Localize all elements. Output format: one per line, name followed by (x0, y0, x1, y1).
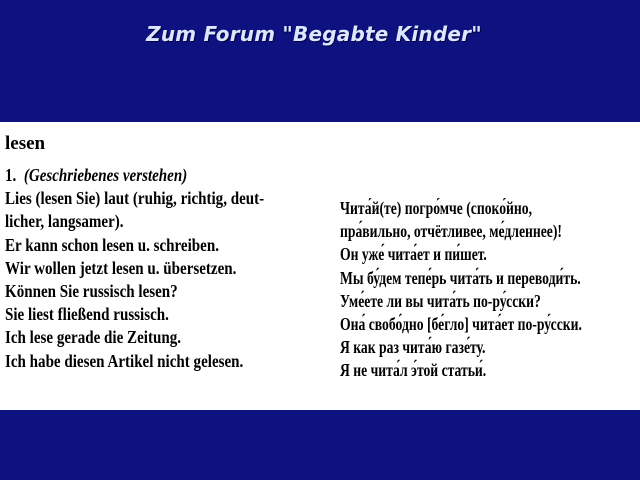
section-number: 1. (5, 165, 17, 185)
german-line: licher, langsamer). (5, 211, 124, 232)
german-line: Wir wollen jetzt lesen u. übersetzen. (5, 257, 237, 278)
russian-line: Мы бу́дем тепе́рь чита́ть и переводи́ть. (340, 267, 581, 288)
german-line: Ich lese gerade die Zeitung. (5, 327, 181, 348)
russian-line: пра́вильно, отчётливее, ме́дленнее)! (340, 221, 562, 242)
russian-line: Я как раз чита́ю газе́ту. (340, 337, 486, 358)
entry-heading: lesen (5, 133, 46, 154)
russian-column (340, 197, 582, 383)
scanned-dictionary-page (0, 122, 640, 410)
section-header (5, 164, 264, 187)
german-line: Er kann schon lesen u. schreiben. (5, 234, 219, 255)
german-line: Können Sie russisch lesen? (5, 280, 178, 301)
german-column (5, 164, 264, 373)
german-line: Lies (lesen Sie) laut (ruhig, richtig, deut- (5, 188, 265, 209)
russian-line: Чита́й(те) погро́мче (споко́йно, (340, 198, 533, 218)
russian-line: Уме́ете ли вы чита́ть по-ру́сски? (340, 290, 541, 311)
russian-line: Я не чита́л э́той статьи́. (340, 360, 487, 381)
russian-line: Она́ свобо́дно [бе́гло] чита́ет по-ру́сски. (340, 313, 582, 334)
german-line: Ich habe diesen Artikel nicht gelesen. (5, 350, 244, 371)
german-line: Sie liest fließend russisch. (5, 304, 169, 325)
russian-line: Он уже́ чита́ет и пи́шет. (340, 244, 487, 265)
section-title: (Geschriebenes verstehen) (23, 165, 188, 185)
slide-title: Zum Forum "Begabte Kinder" (146, 22, 482, 46)
